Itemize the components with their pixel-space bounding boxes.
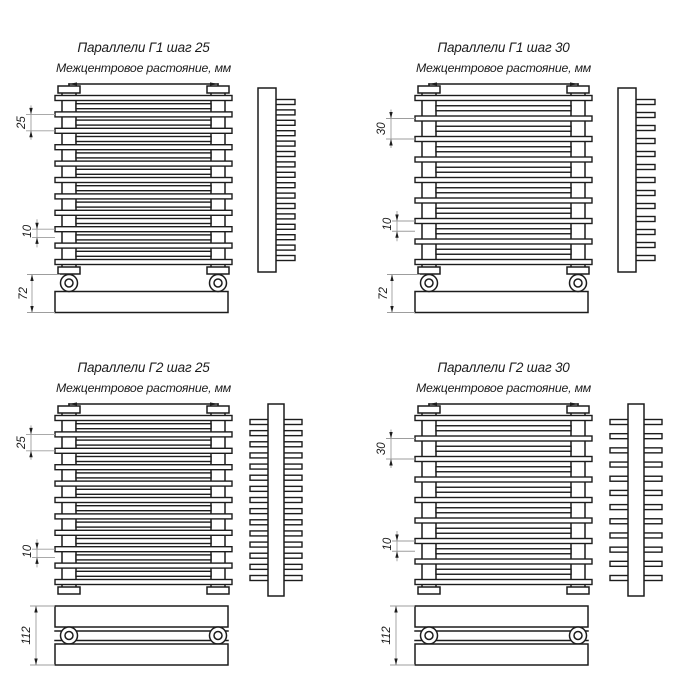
dimension-label: 10 [382, 537, 394, 551]
dimension-width-line [429, 82, 578, 90]
tube-bar [76, 169, 211, 174]
dimension-label: 10 [22, 224, 34, 238]
tube-bar [76, 539, 211, 544]
pipe-circle [65, 279, 73, 287]
tube-bar [436, 446, 571, 451]
bottom-view [55, 606, 228, 665]
dimension-caption: Межцентровое растояние, мм [55, 381, 232, 395]
pipe-circle [425, 279, 433, 287]
pipe-circle [574, 632, 582, 640]
tube-bar [55, 112, 232, 117]
diagram-title: Параллели Г2 шаг 30 [437, 360, 570, 375]
dimension-step [376, 430, 415, 469]
tube-bar [415, 498, 592, 503]
tube-bar [415, 178, 592, 183]
side-view [618, 88, 655, 272]
tube-bar [76, 251, 211, 256]
dimension-caption: Межцентровое растояние, мм [415, 61, 592, 75]
tube-bar [55, 145, 232, 150]
tube-bar [55, 481, 232, 486]
dimension-depth [378, 275, 420, 313]
dimension-label: 112 [381, 626, 393, 645]
tube-bar [55, 210, 232, 215]
dimension-label: 30 [376, 442, 388, 456]
tube-bar [76, 457, 211, 462]
tube-bar [55, 580, 232, 585]
dimension-pair [382, 211, 415, 241]
tube-bar [436, 569, 571, 574]
tube-bar [415, 96, 592, 101]
diagram-g1-step-25 [16, 40, 295, 313]
dimension-label: 30 [376, 122, 388, 136]
dimension-label: 10 [382, 217, 394, 231]
tube-bar [436, 508, 571, 513]
pipe-circle [574, 279, 582, 287]
tube-bar [76, 473, 211, 478]
tube-bar [76, 137, 211, 142]
bottom-view [415, 606, 588, 665]
tube-bar [415, 157, 592, 162]
tube-bar [55, 178, 232, 183]
pipe-circle [425, 632, 433, 640]
tube-bar [415, 116, 592, 121]
tube-bar [55, 227, 232, 232]
tube-bar [76, 440, 211, 445]
tube-bar [76, 571, 211, 576]
tube-bar [55, 161, 232, 166]
side-view [610, 404, 662, 596]
pipe-circle [214, 279, 222, 287]
tube-bar [436, 106, 571, 111]
diagram-g1-step-30 [376, 40, 655, 313]
tube-bar [436, 147, 571, 152]
tube-bar [415, 260, 592, 265]
tube-bar [55, 465, 232, 470]
tube-bar [415, 477, 592, 482]
tube-bar [76, 186, 211, 191]
tube-bar [415, 416, 592, 421]
tube-bar [436, 549, 571, 554]
tube-bar [76, 555, 211, 560]
tube-bar [436, 467, 571, 472]
tube-bar [55, 514, 232, 519]
front-view [415, 86, 592, 274]
dimension-width-line [429, 402, 578, 410]
tube-bar [415, 198, 592, 203]
tube-bar [415, 219, 592, 224]
tube-bar [436, 528, 571, 533]
tube-bar [415, 436, 592, 441]
tube-bar [55, 432, 232, 437]
tube-bar [436, 426, 571, 431]
dimension-pair [382, 531, 415, 561]
tube-bar [415, 559, 592, 564]
tube-bar [436, 188, 571, 193]
dimension-step [16, 105, 55, 139]
tube-bar [436, 249, 571, 254]
tube-bar [415, 539, 592, 544]
dimension-width-line [69, 82, 218, 90]
tube-bar [436, 167, 571, 172]
tube-bar [55, 563, 232, 568]
dimension-caption: Межцентровое растояние, мм [415, 381, 592, 395]
diagram-g2-step-25 [16, 360, 302, 665]
dimension-label: 72 [378, 287, 390, 300]
tube-bar [55, 416, 232, 421]
dimension-label: 25 [16, 436, 28, 449]
dimension-pair [22, 219, 55, 247]
tube-bar [76, 506, 211, 511]
pipe-circle [214, 632, 222, 640]
tube-bar [76, 219, 211, 224]
tube-bar [55, 448, 232, 453]
diagram-title: Параллели Г1 шаг 30 [437, 40, 570, 55]
tube-bar [436, 126, 571, 131]
dimension-step [16, 425, 55, 459]
front-view [55, 406, 232, 594]
tube-bar [436, 229, 571, 234]
diagram-g2-step-30 [376, 360, 662, 665]
tube-bar [55, 96, 232, 101]
pipe-circle [65, 632, 73, 640]
dimension-pair [22, 539, 55, 567]
diagram-title: Параллели Г1 шаг 25 [77, 40, 210, 55]
front-view [415, 406, 592, 594]
tube-bar [55, 530, 232, 535]
diagram-title: Параллели Г2 шаг 25 [77, 360, 210, 375]
tube-bar [415, 137, 592, 142]
dimension-label: 112 [21, 626, 33, 645]
tube-bar [415, 457, 592, 462]
side-view [250, 404, 302, 596]
dimension-caption: Межцентровое растояние, мм [55, 61, 232, 75]
tube-bar [55, 128, 232, 133]
tube-bar [76, 424, 211, 429]
tube-bar [415, 239, 592, 244]
front-view [55, 86, 232, 274]
tube-bar [55, 194, 232, 199]
tube-bar [76, 153, 211, 158]
tube-bar [436, 208, 571, 213]
tube-bar [55, 547, 232, 552]
tube-bar [76, 120, 211, 125]
tube-bar [76, 104, 211, 109]
tube-bar [55, 260, 232, 265]
tube-bar [76, 235, 211, 240]
dimension-label: 72 [18, 287, 30, 300]
bottom-view [55, 275, 228, 313]
side-view [258, 88, 295, 272]
dimension-step [376, 110, 415, 149]
tube-bar [55, 243, 232, 248]
dimension-depth [18, 275, 60, 313]
tube-bar [76, 522, 211, 527]
tube-bar [436, 487, 571, 492]
dimension-depth [381, 606, 415, 665]
dimension-depth [21, 606, 55, 665]
tube-bar [415, 580, 592, 585]
tube-bar [55, 498, 232, 503]
dimension-width-line [69, 402, 218, 410]
tube-bar [415, 518, 592, 523]
dimension-label: 25 [16, 116, 28, 129]
tube-bar [76, 489, 211, 494]
dimension-label: 10 [22, 544, 34, 558]
tube-bar [76, 202, 211, 207]
bottom-view [415, 275, 588, 313]
